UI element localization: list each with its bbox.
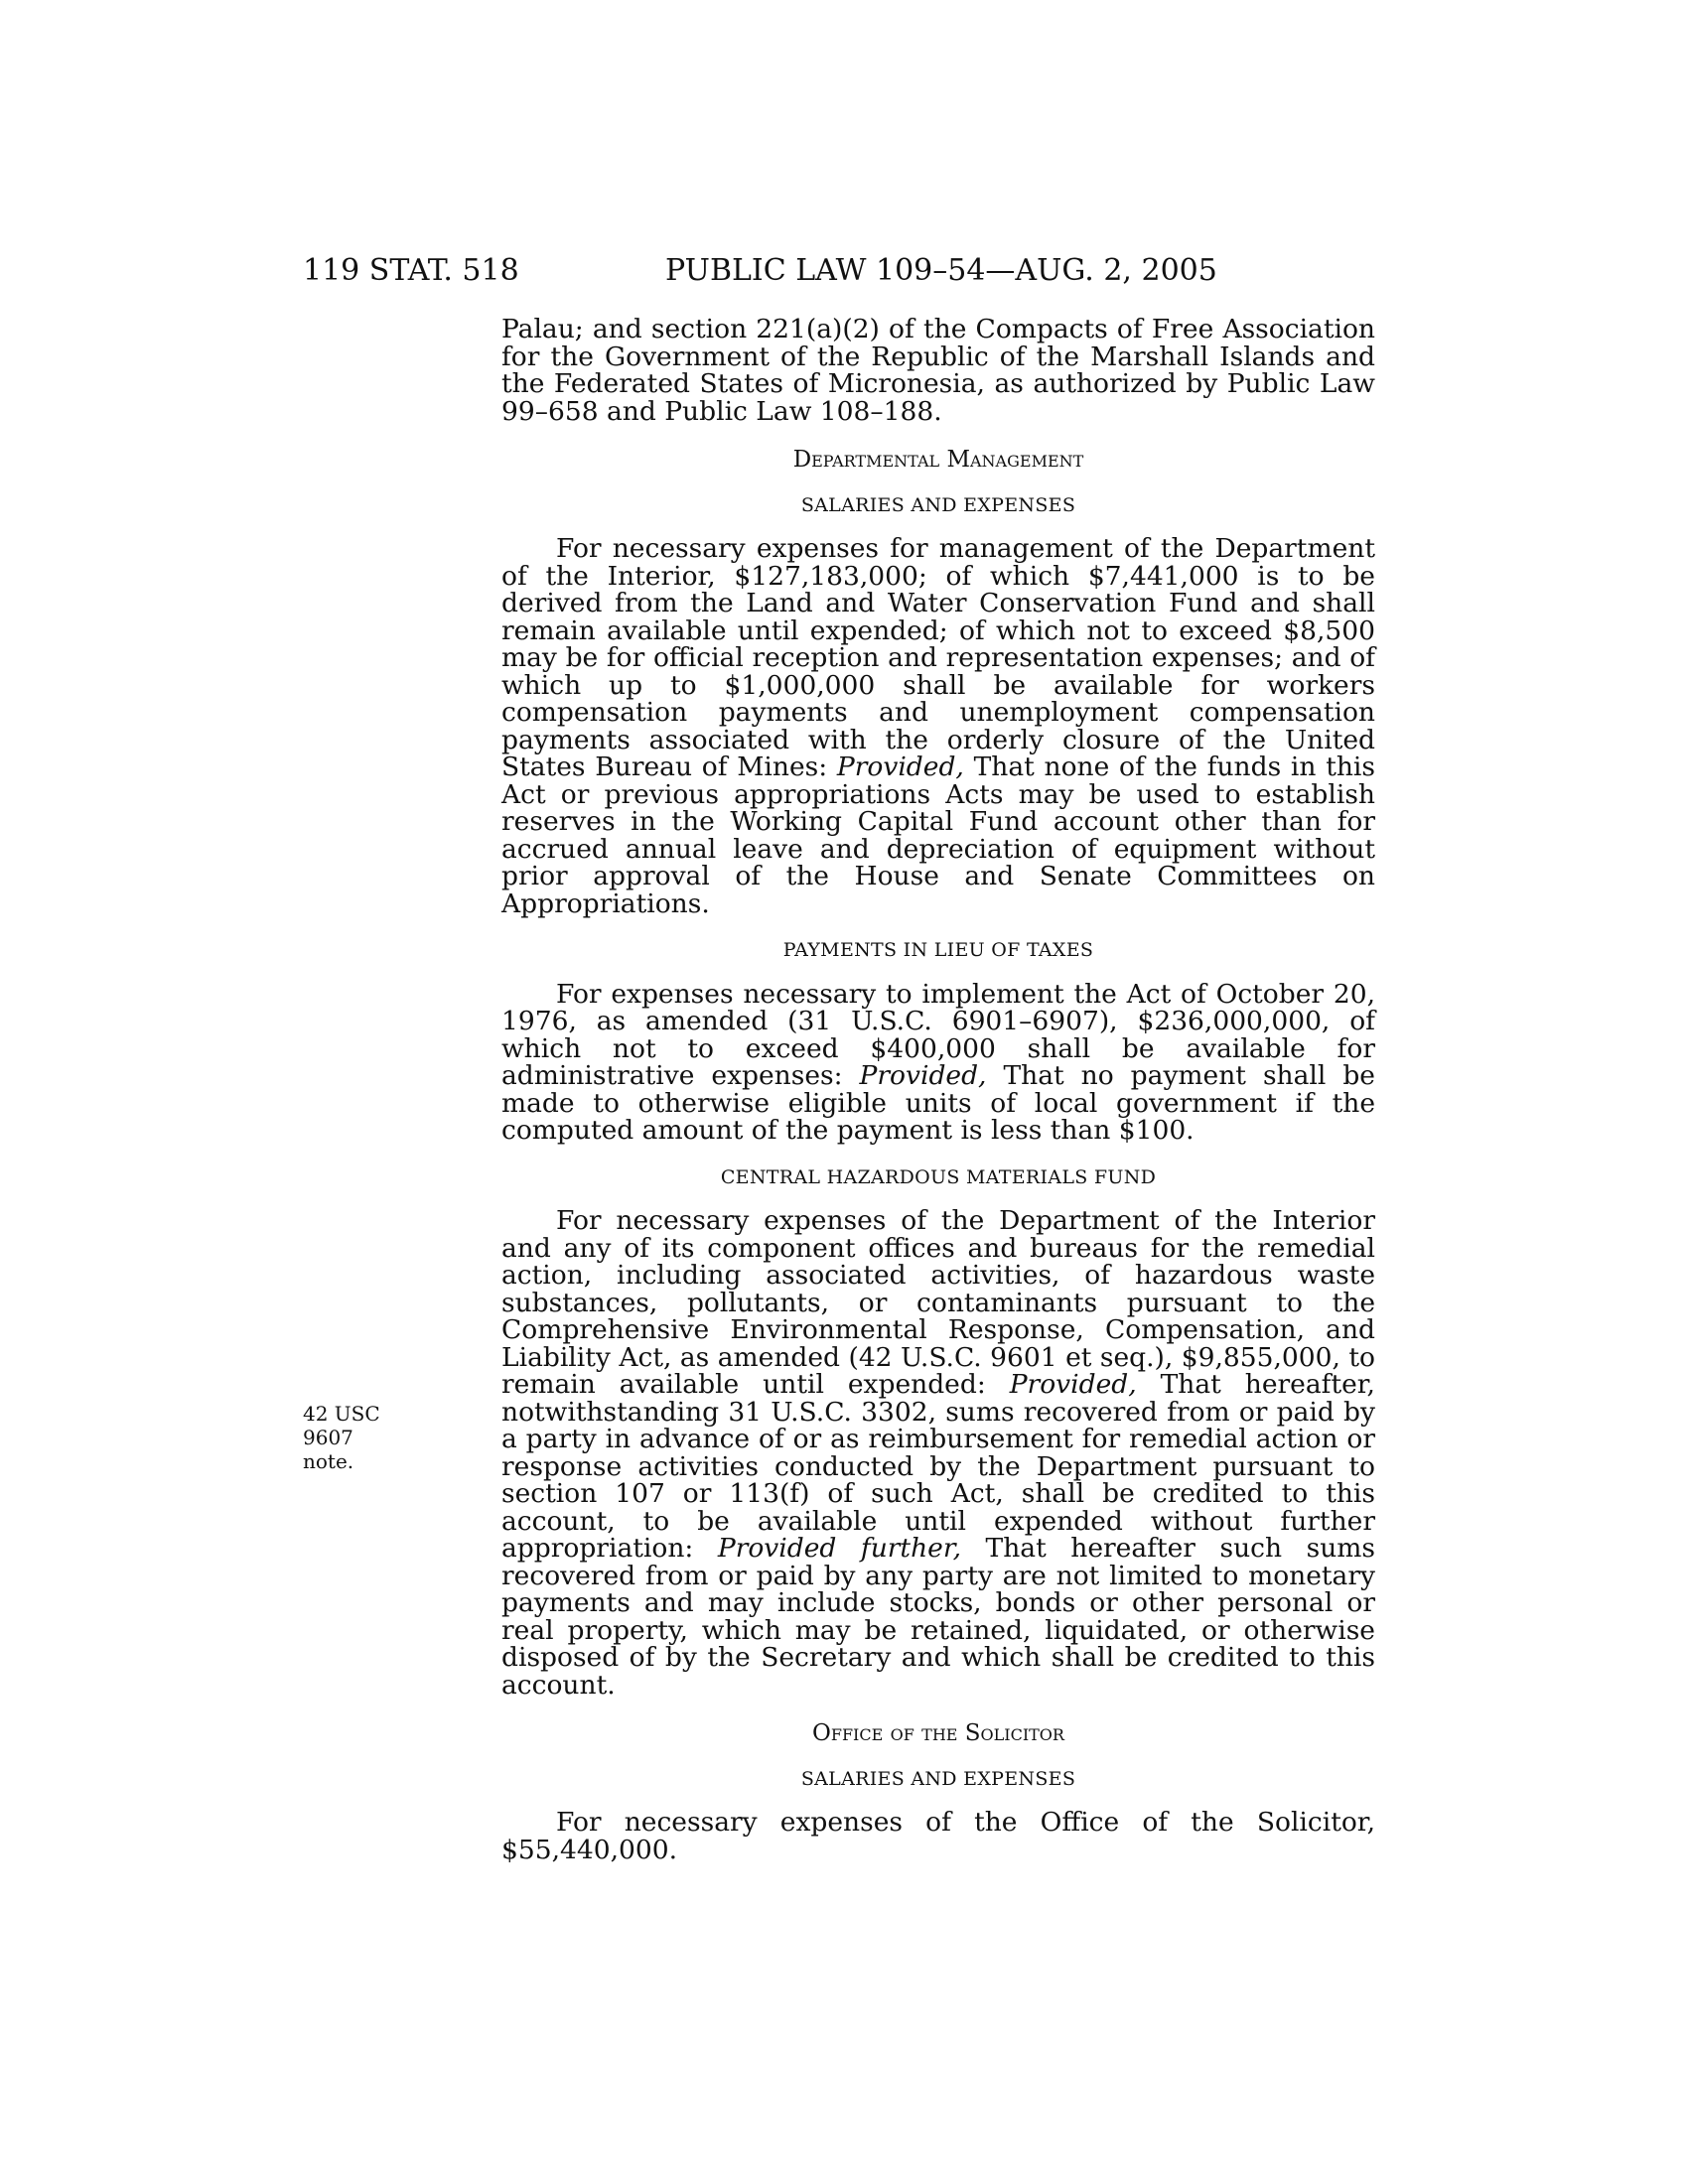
text-run: That hereafter, notwithstanding 31 U.S.C. 3302, sums recovered from or paid by a party in advance of or as reimbursement for remedial action or response activities conducted by the Department pursuant to section 107 or 113(f) of such Act, shall be credited to this account, to be available until expended without further appropriation:	[501, 1369, 1375, 1564]
margin-note-citation: 42 USC 9607	[303, 1402, 380, 1449]
intro-paragraph: Palau; and section 221(a)(2) of the Compacts of Free Association for the Government of the Republic of the Marshall Islands and the Federated States of Micronesia, as authorized by Public Law 99–658 and Public Law 108–188.	[501, 314, 1375, 427]
text-run: For necessary expenses for management of the Department of the Interior, $127,183,000; of which $7,441,000 is to be derived from the Land and Water Conservation Fund and shall remain available until expended; of which not to exceed $8,500 may be for official reception and representation expenses; and of which up to $1,000,000 shall be available for workers compensation payments and unemployment compensation payments associated with the orderly closure of the United States Bureau of Mines:	[501, 533, 1375, 782]
page-header	[303, 251, 1306, 291]
paragraph-salaries-and-expenses	[501, 535, 1375, 917]
running-head: PUBLIC LAW 109–54—AUG. 2, 2005	[665, 253, 1217, 288]
margin-note	[303, 1402, 422, 1473]
provided-italic: Provided,	[836, 751, 964, 782]
page-number: 119 STAT. 518	[303, 253, 519, 288]
section-heading-departmental-management: Departmental Management	[792, 447, 1084, 473]
provided-further-italic: Provided further,	[717, 1533, 962, 1564]
provided-italic: Provided,	[1009, 1369, 1137, 1400]
subheading-central-hazardous-materials-fund: CENTRAL HAZARDOUS MATERIALS FUND	[720, 1165, 1157, 1188]
text-run: That hereafter such sums recovered from or paid by any party are not limited to monetary payments and may include stocks, bonds or other personal or real property, which may be retained, liquidated, or otherwise disposed of by the Secretary and which shall be credited to this account.	[501, 1533, 1375, 1701]
provided-italic: Provided,	[859, 1060, 987, 1091]
paragraph-solicitor: For necessary expenses of the Office of the Solicitor, $55,440,000.	[501, 1807, 1375, 1865]
paragraph-central-hazardous-materials-fund	[501, 1207, 1375, 1699]
text-run: For necessary expenses of the Department of the Interior and any of its component offices and bureaus for the remedial action, including associated activities, of hazardous waste substances, pollutants, or contaminants pursuant to the Comprehensive Environmental Response, Compensation, and Liability Act, as amended (42 U.S.C. 9601 et seq.), $9,855,000, to remain available until expended:	[501, 1205, 1375, 1400]
section-heading-office-of-the-solicitor: Office of the Solicitor	[812, 1720, 1064, 1746]
subheading-payments-in-lieu-of-taxes: PAYMENTS IN LIEU OF TAXES	[782, 939, 1094, 961]
text-run: That no payment shall be made to otherwise eligible units of local government if the computed amount of the payment is less than $100.	[501, 1060, 1375, 1146]
subheading-solicitor-salaries-and-expenses: SALARIES AND EXPENSES	[800, 1767, 1076, 1790]
paragraph-payments-in-lieu-of-taxes	[501, 978, 1375, 1146]
text-run: That none of the funds in this Act or previous appropriations Acts may be used to establish reserves in the Working Capital Fund account other than for accrued annual leave and depreciation of equipment without prior approval of the House and Senate Committees on Appropriations.	[501, 751, 1375, 919]
subheading-salaries-and-expenses: SALARIES AND EXPENSES	[800, 493, 1076, 516]
page-body	[501, 316, 1375, 1863]
margin-note-suffix: note.	[303, 1449, 354, 1473]
text-run: For expenses necessary to implement the Act of October 20, 1976, as amended (31 U.S.C. 6901–6907), $236,000,000, of which not to exceed $400,000 shall be available for administrative expenses:	[501, 978, 1375, 1091]
